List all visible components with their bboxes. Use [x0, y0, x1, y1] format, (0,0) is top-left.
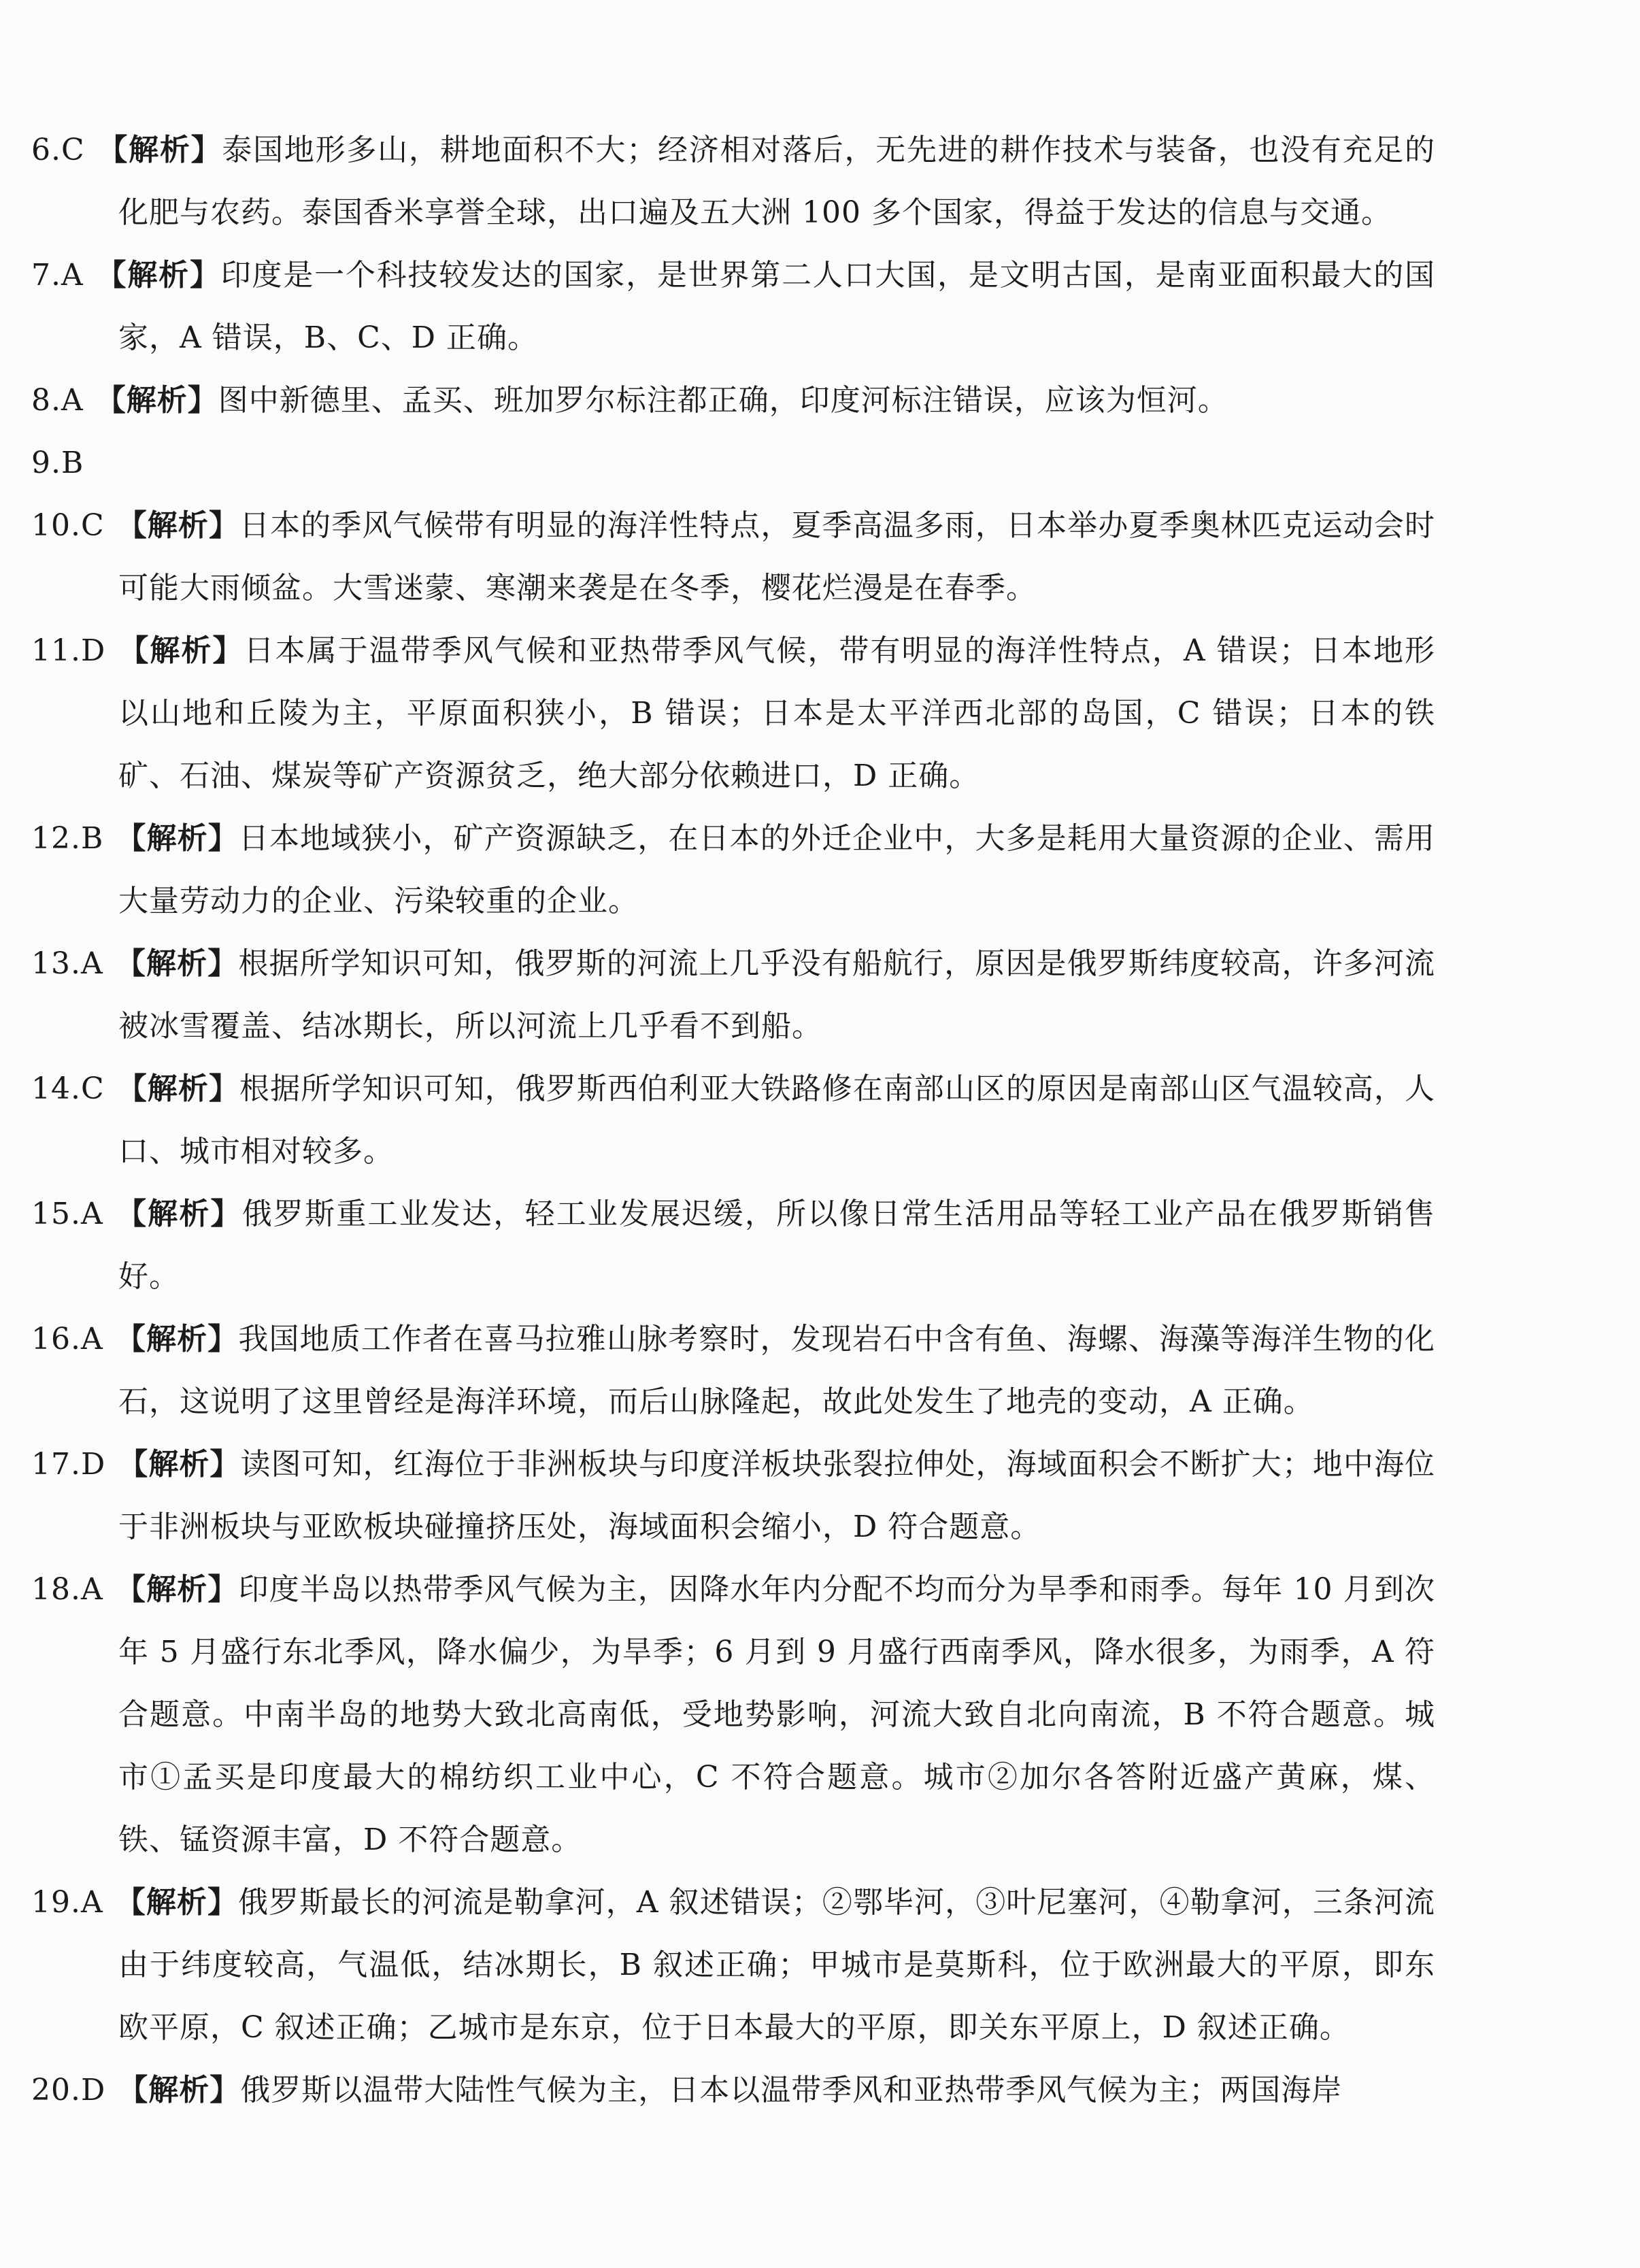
analysis-tag: 【解析】 [118, 633, 244, 668]
answer-item-11 [31, 620, 1435, 807]
analysis-tag: 【解析】 [97, 133, 222, 167]
answer-item-15 [31, 1183, 1435, 1308]
answer-number: 16.A [31, 1322, 103, 1356]
answer-number: 15.A [31, 1197, 103, 1231]
analysis-tag: 【解析】 [118, 2073, 241, 2107]
answer-item-7 [31, 244, 1436, 369]
analysis-tag: 【解析】 [115, 1322, 239, 1356]
answer-item-12 [31, 807, 1435, 933]
answer-number: 8.A [31, 383, 84, 418]
analysis-tag: 【解析】 [118, 1447, 241, 1482]
analysis-tag: 【解析】 [116, 508, 240, 543]
analysis-text: 我国地质工作者在喜马拉雅山脉考察时，发现岩石中含有鱼、海螺、海藻等海洋生物的化石，这说明了这里曾经是海洋环境，而后山脉隆起，故此处发生了地壳的变动，A 正确。 [118, 1322, 1436, 1419]
analysis-text: 印度半岛以热带季风气候为主，因降水年内分配不均而分为旱季和雨季。每年 10 月到次年 5 月盛行东北季风，降水偏少，为旱季；6 月到 9 月盛行西南季风，降水很多，为雨季，A 符合题意。中南半岛的地势大致北高南低，受地势影响，河流大致自北向南流，B 不符合题意。城市①孟买是印度最大的棉纺织工业中心，C 不符合题意。城市②加尔各答附近盛产黄麻，煤、铁、锰资源丰富，D 不符合题意。 [118, 1572, 1436, 1857]
answer-number: 17.D [31, 1447, 106, 1482]
analysis-tag: 【解析】 [115, 1197, 242, 1231]
analysis-tag: 【解析】 [116, 821, 239, 856]
answer-number: 19.A [31, 1885, 103, 1920]
answer-item-8 [31, 369, 1435, 432]
analysis-text: 日本地域狭小，矿产资源缺乏，在日本的外迁企业中，大多是耗用大量资源的企业、需用大量劳动力的企业、污染较重的企业。 [118, 821, 1435, 918]
analysis-text: 俄罗斯以温带大陆性气候为主，日本以温带季风和亚热带季风气候为主；两国海岸 [240, 2073, 1343, 2107]
answer-number: 10.C [31, 508, 105, 543]
answer-list [31, 119, 1436, 2122]
answer-number: 11.D [31, 633, 106, 668]
answer-item-18 [31, 1558, 1436, 1871]
answer-item-9 [31, 432, 1435, 495]
analysis-text: 泰国地形多山，耕地面积不大；经济相对落后，无先进的耕作技术与装备，也没有充足的化肥与农药。泰国香米享誉全球，出口遍及五大洲 100 多个国家，得益于发达的信息与交通。 [118, 133, 1436, 230]
analysis-tag: 【解析】 [115, 1885, 239, 1920]
analysis-text: 日本属于温带季风气候和亚热带季风气候，带有明显的海洋性特点，A 错误；日本地形以山地和丘陵为主，平原面积狭小，B 错误；日本是太平洋西北部的岛国，C 错误；日本的铁矿、石油、煤炭等矿产资源贫乏，绝大部分依赖进口，D 正确。 [118, 633, 1435, 793]
answer-item-16 [31, 1308, 1436, 1433]
answer-item-6 [31, 119, 1436, 244]
analysis-text: 图中新德里、孟买、班加罗尔标注都正确，印度河标注错误，应该为恒河。 [218, 383, 1228, 418]
answer-item-10 [31, 495, 1435, 620]
answer-item-13 [31, 933, 1436, 1058]
analysis-text: 日本的季风气候带有明显的海洋性特点，夏季高温多雨，日本举办夏季奥林匹克运动会时可能大雨倾盆。大雪迷蒙、寒潮来袭是在冬季，樱花烂漫是在春季。 [118, 508, 1435, 605]
answer-item-20 [31, 2059, 1435, 2122]
answer-number: 7.A [31, 258, 84, 293]
answer-number: 20.D [31, 2073, 106, 2107]
answer-number: 13.A [31, 946, 103, 981]
analysis-text: 根据所学知识可知，俄罗斯的河流上几乎没有船航行，原因是俄罗斯纬度较高，许多河流被冰雪覆盖、结冰期长，所以河流上几乎看不到船。 [118, 946, 1436, 1044]
analysis-tag: 【解析】 [115, 946, 239, 981]
answer-number: 9.B [31, 446, 84, 480]
answer-number: 18.A [31, 1572, 103, 1607]
answer-number: 12.B [31, 821, 104, 856]
analysis-text: 印度是一个科技较发达的国家，是世界第二人口大国，是文明古国，是南亚面积最大的国家，A 错误，B、C、D 正确。 [118, 258, 1436, 355]
analysis-text: 俄罗斯重工业发达，轻工业发展迟缓，所以像日常生活用品等轻工业产品在俄罗斯销售好。 [118, 1197, 1435, 1294]
answer-number: 14.C [31, 1071, 105, 1106]
analysis-tag: 【解析】 [95, 383, 218, 418]
answer-item-19 [31, 1871, 1436, 2059]
analysis-tag: 【解析】 [116, 1071, 240, 1106]
analysis-text: 俄罗斯最长的河流是勒拿河，A 叙述错误；②鄂毕河，③叶尼塞河，④勒拿河，三条河流由于纬度较高，气温低，结冰期长，B 叙述正确；甲城市是莫斯科，位于欧洲最大的平原，即东欧平原，C 叙述正确；乙城市是东京，位于日本最大的平原，即关东平原上，D 叙述正确。 [118, 1885, 1436, 2045]
answer-item-14 [31, 1058, 1435, 1183]
analysis-text: 读图可知，红海位于非洲板块与印度洋板块张裂拉伸处，海域面积会不断扩大；地中海位于非洲板块与亚欧板块碰撞挤压处，海域面积会缩小，D 符合题意。 [118, 1447, 1435, 1544]
analysis-text: 根据所学知识可知，俄罗斯西伯利亚大铁路修在南部山区的原因是南部山区气温较高，人口、城市相对较多。 [118, 1071, 1435, 1169]
analysis-tag: 【解析】 [95, 258, 221, 293]
answer-item-17 [31, 1433, 1435, 1558]
analysis-tag: 【解析】 [115, 1572, 239, 1607]
answer-number: 6.C [31, 133, 85, 167]
